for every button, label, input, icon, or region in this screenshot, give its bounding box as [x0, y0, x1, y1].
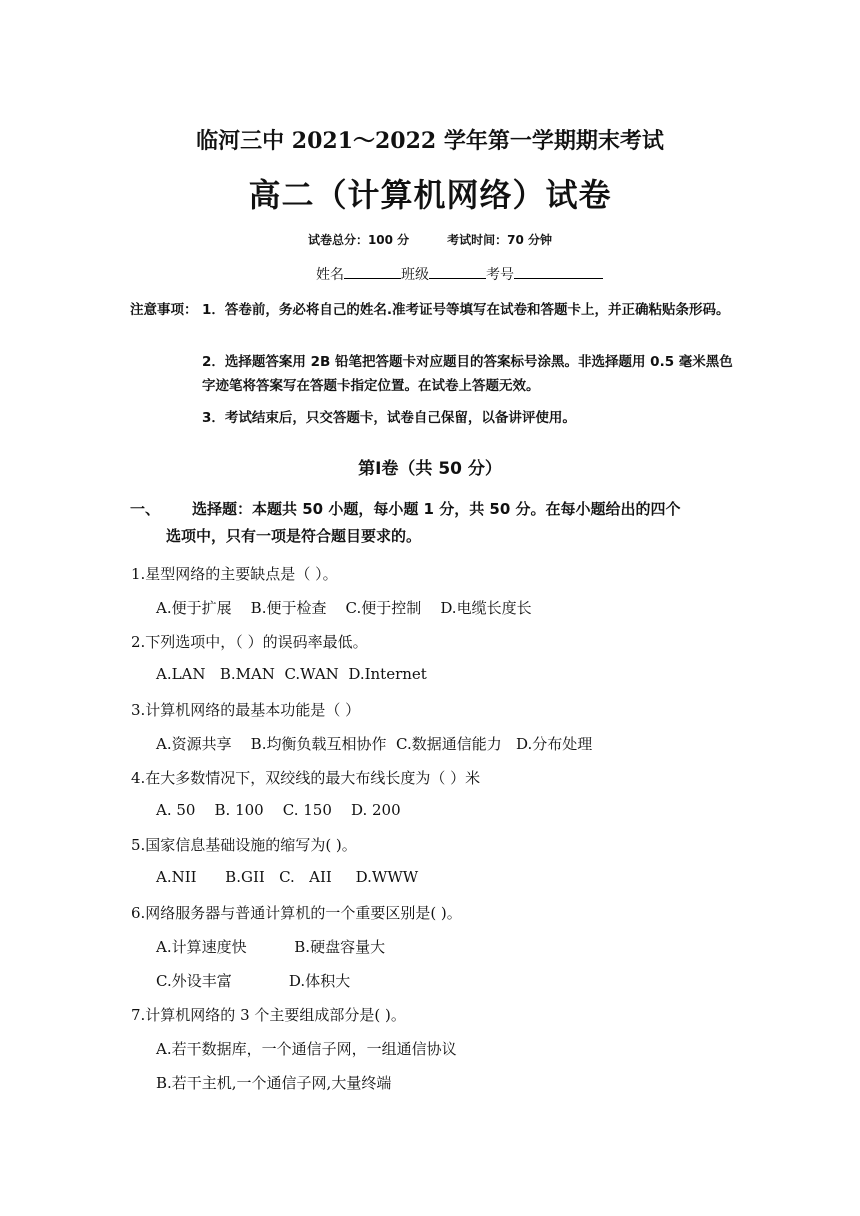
- number-label: 考号: [486, 267, 514, 283]
- question-options: A.若干数据库，一个通信子网，一组通信协议: [156, 1040, 457, 1058]
- total-score: 试卷总分：100 分: [307, 233, 410, 247]
- question-type-line1: 选择题：本题共 50 小题，每小题 1 分，共 50 分。在每小题给出的四个: [192, 500, 681, 518]
- question-options: A.LAN B.MAN C.WAN D.Internet: [156, 665, 427, 683]
- section-title: 第Ⅰ卷（共 50 分）: [358, 459, 502, 479]
- exam-time: 考试时间：70 分钟: [447, 233, 553, 247]
- school-exam-line: 临河三中 2021～2022 学年第一学期期末考试: [196, 128, 664, 154]
- note-item: 3．考试结束后，只交答题卡，试卷自己保留，以备讲评使用。: [202, 410, 576, 426]
- question-options: C.外设丰富 D.体积大: [156, 972, 351, 990]
- question-stem: 5.国家信息基础设施的缩写为( )。: [131, 836, 357, 854]
- question-stem: 7.计算机网络的 3 个主要组成部分是( )。: [131, 1006, 406, 1024]
- question-type-number: 一、: [130, 500, 161, 518]
- class-label: 班级: [401, 267, 429, 283]
- question-options: A.NII B.GII C. AII D.WWW: [156, 868, 419, 886]
- question-stem: 3.计算机网络的最基本功能是（ ）: [131, 701, 361, 719]
- note-item: 1．答卷前，务必将自己的姓名.准考证号等填写在试卷和答题卡上，并正确粘贴条形码。: [202, 302, 730, 318]
- question-options: A.计算速度快 B.硬盘容量大: [156, 938, 386, 956]
- name-label: 姓名: [316, 267, 344, 283]
- name-blank: [344, 264, 401, 279]
- question-stem: 4.在大多数情况下，双绞线的最大布线长度为（ ）米: [131, 769, 481, 787]
- notes-heading: 注意事项：: [130, 302, 198, 318]
- question-options: B.若干主机,一个通信子网,大量终端: [156, 1074, 392, 1092]
- question-stem: 2.下列选项中，（ ）的误码率最低。: [131, 633, 368, 651]
- class-blank: [429, 264, 486, 279]
- student-info-fields: [316, 264, 603, 284]
- question-options: A. 50 B. 100 C. 150 D. 200: [156, 801, 401, 819]
- question-type-line2: 选项中，只有一项是符合题目要求的。: [166, 527, 422, 545]
- exam-title: 高二（计算机网络）试卷: [248, 176, 612, 214]
- question-options: A.资源共享 B.均衡负载互相协作 C.数据通信能力 D.分布处理: [156, 735, 593, 753]
- number-blank: [514, 264, 603, 279]
- question-stem: 6.网络服务器与普通计算机的一个重要区别是( )。: [131, 904, 462, 922]
- note-item: 2．选择题答案用 2B 铅笔把答题卡对应题目的答案标号涂黑。非选择题用 0.5 毫米黑色字迹笔将答案写在答题卡指定位置。在试卷上答题无效。: [202, 354, 733, 394]
- question-options: A.便于扩展 B.便于检查 C.便于控制 D.电缆长度长: [156, 599, 532, 617]
- exam-meta: [0, 231, 860, 248]
- question-stem: 1.星型网络的主要缺点是（ ）。: [131, 565, 338, 583]
